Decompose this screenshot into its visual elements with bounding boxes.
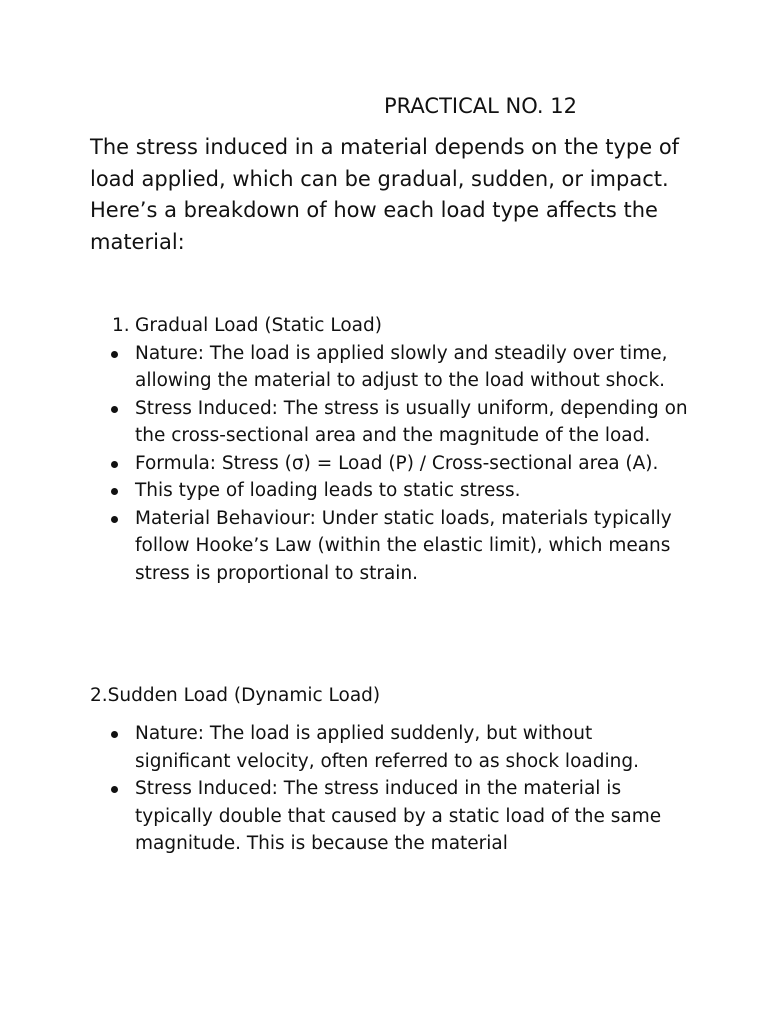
numbered-item (90, 312, 690, 340)
bullet-icon (111, 786, 118, 793)
bullet-text: Nature: The load is applied slowly and steadily over time, allowing the material to adjust to the load without shock. (135, 342, 668, 391)
bullet-icon (111, 406, 118, 413)
bullet-icon (111, 516, 118, 523)
list-item (90, 450, 690, 478)
list-item (90, 477, 690, 505)
list-number: 1. (112, 315, 130, 336)
section-gradual-load (90, 312, 690, 587)
bullet-text: Stress Induced: The stress is usually uniform, depending on the cross-sectional area and the magnitude of the load. (135, 397, 688, 446)
bullet-icon (111, 488, 118, 495)
page-title: PRACTICAL NO. 12 (384, 94, 577, 118)
bullet-icon (111, 731, 118, 738)
bullet-icon (111, 461, 118, 468)
list-item (90, 395, 690, 450)
list-item (90, 505, 690, 588)
bullet-text: Material Behaviour: Under static loads, materials typically follow Hooke’s Law (within the elastic limit), which means stress is proportional to strain. (135, 507, 672, 584)
section-heading: Gradual Load (Static Load) (135, 315, 382, 336)
section-sudden-load (90, 720, 690, 858)
intro-paragraph: The stress induced in a material depends on the type of load applied, which can be gradual, sudden, or impact. Here’s a breakdown of how each load type affects the material: (90, 135, 680, 254)
bullet-text: Nature: The load is applied suddenly, but without significant velocity, often referred to as shock loading. (135, 723, 639, 772)
bullet-text: Stress Induced: The stress induced in the material is typically double that caused by a static load of the same magnitude. This is because the material (135, 778, 662, 854)
bullet-text: This type of loading leads to static stress. (135, 480, 521, 501)
bullet-text: Formula: Stress (σ) = Load (P) / Cross-sectional area (A). (135, 452, 659, 474)
bullet-icon (111, 351, 118, 358)
list-item (90, 720, 690, 775)
section-heading-sudden-load: 2.Sudden Load (Dynamic Load) (90, 685, 381, 706)
list-item (90, 775, 690, 858)
list-item (90, 340, 690, 395)
